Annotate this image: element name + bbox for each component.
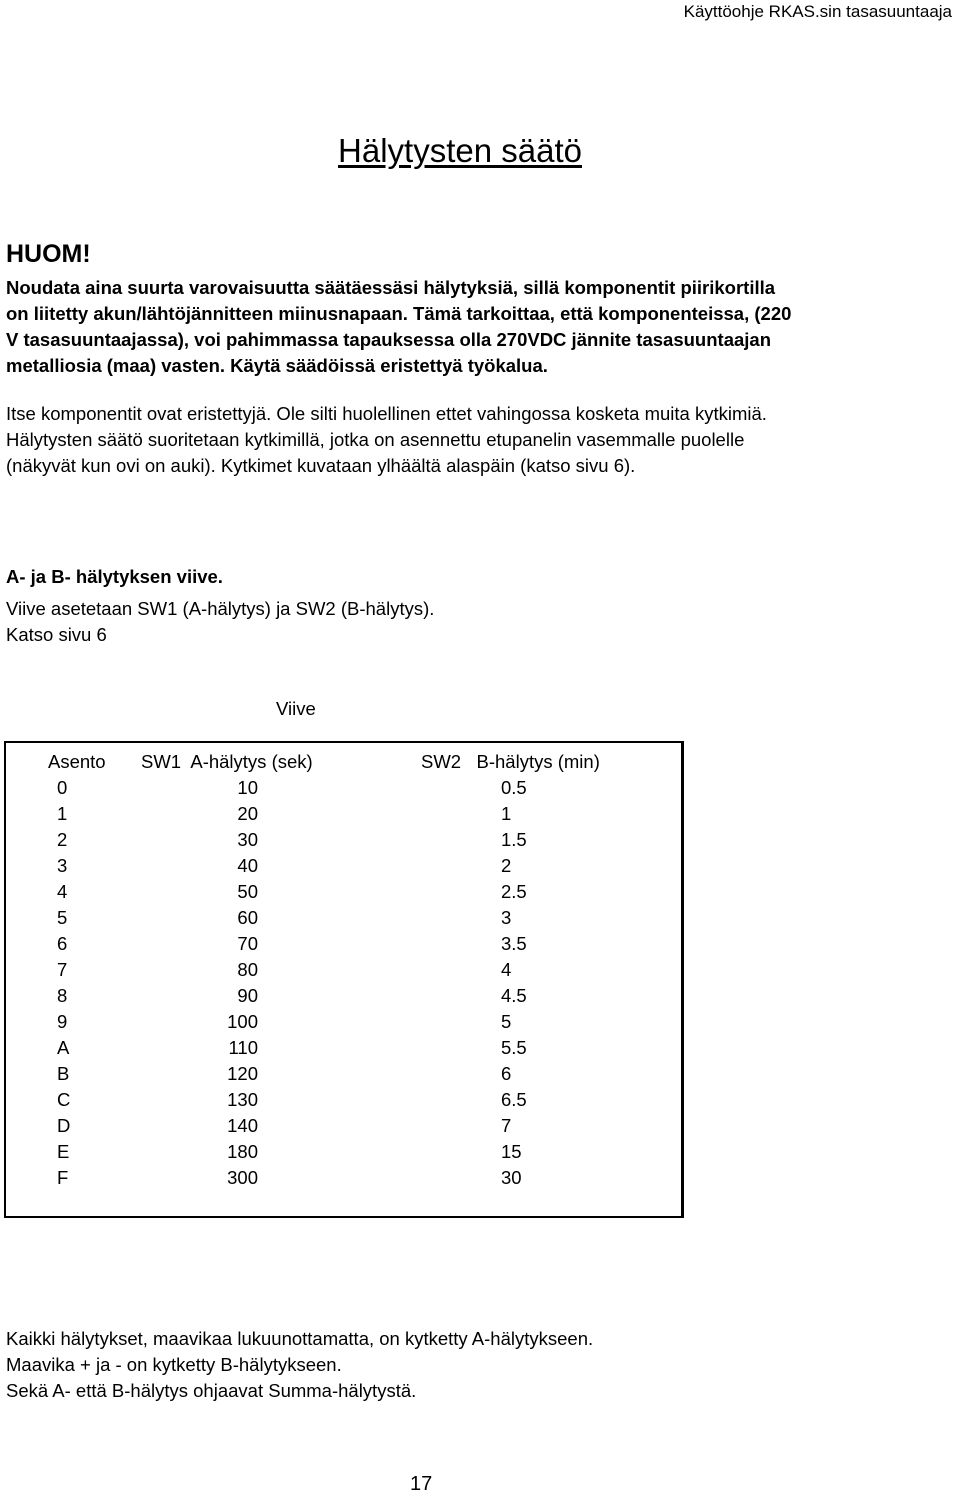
cell-position: 2 (57, 829, 68, 850)
cell-sw1-seconds: 140 (227, 1115, 258, 1136)
cell-sw2-minutes: 4 (501, 959, 512, 980)
section-line: Katso sivu 6 (6, 624, 107, 645)
cell-sw1-seconds: 30 (237, 829, 258, 850)
cell-sw1-seconds: 90 (237, 985, 258, 1006)
section-heading: A- ja B- hälytyksen viive. (6, 566, 223, 587)
footer-line: Sekä A- että B-hälytys ohjaavat Summa-hälytystä. (6, 1380, 417, 1401)
column-header-position: Asento (48, 751, 106, 772)
cell-position: 4 (57, 881, 68, 902)
cell-sw1-seconds: 50 (237, 881, 258, 902)
warning-line: Noudata aina suurta varovaisuutta säätäessäsi hälytyksiä, sillä komponentit piirikortilla (6, 277, 776, 298)
cell-sw2-minutes: 2 (501, 855, 512, 876)
cell-sw2-minutes: 4.5 (501, 985, 527, 1006)
cell-position: D (57, 1115, 71, 1136)
warning-heading: HUOM! (6, 240, 91, 268)
cell-sw1-seconds: 70 (237, 933, 258, 954)
cell-position: 6 (57, 933, 68, 954)
page-title: Hälytysten säätö (338, 132, 582, 169)
cell-sw2-minutes: 3 (501, 907, 512, 928)
cell-sw2-minutes: 6.5 (501, 1089, 527, 1110)
cell-sw2-minutes: 1 (501, 803, 512, 824)
paragraph-line: Hälytysten säätö suoritetaan kytkimillä, jotka on asennettu etupanelin vasemmalle puolelle (6, 429, 745, 450)
section-line: Viive asetetaan SW1 (A-hälytys) ja SW2 (B-hälytys). (6, 598, 435, 619)
warning-line: V tasasuuntaajassa), voi pahimmassa tapauksessa olla 270VDC jännite tasasuuntaajan (6, 329, 771, 350)
cell-sw1-seconds: 300 (227, 1167, 258, 1188)
section-text (6, 596, 434, 648)
delay-table (4, 741, 684, 1218)
cell-sw1-seconds: 80 (237, 959, 258, 980)
cell-sw2-minutes: 5 (501, 1011, 512, 1032)
cell-position: 3 (57, 855, 68, 876)
cell-position: 1 (57, 803, 68, 824)
column-header-sw1: SW1 A-hälytys (sek) (141, 751, 313, 772)
cell-position: 7 (57, 959, 68, 980)
cell-sw2-minutes: 7 (501, 1115, 512, 1136)
warning-line: metalliosia (maa) vasten. Käytä säädöissä eristettyä työkalua. (6, 355, 548, 376)
footer-line: Maavika + ja - on kytketty B-hälytykseen. (6, 1354, 342, 1375)
cell-sw2-minutes: 0.5 (501, 777, 527, 798)
paragraph-line: Itse komponentit ovat eristettyjä. Ole silti huolellinen ettet vahingossa kosketa muita kytkimiä. (6, 403, 767, 424)
cell-position: A (57, 1037, 70, 1058)
warning-text (6, 275, 791, 379)
cell-sw1-seconds: 130 (227, 1089, 258, 1110)
cell-sw1-seconds: 10 (237, 777, 258, 798)
document-header-note: Käyttöohje RKAS.sin tasasuuntaaja (683, 2, 952, 21)
cell-position: 9 (57, 1011, 68, 1032)
cell-sw1-seconds: 40 (237, 855, 258, 876)
paragraph-line: (näkyvät kun ovi on auki). Kytkimet kuvataan ylhäältä alaspäin (katso sivu 6). (6, 455, 636, 476)
cell-sw2-minutes: 3.5 (501, 933, 527, 954)
cell-sw1-seconds: 100 (227, 1011, 258, 1032)
cell-sw1-seconds: 60 (237, 907, 258, 928)
cell-sw1-seconds: 110 (228, 1037, 258, 1058)
cell-position: 0 (57, 777, 68, 798)
cell-sw2-minutes: 5.5 (501, 1037, 527, 1058)
cell-position: 8 (57, 985, 68, 1006)
warning-line: on liitetty akun/lähtöjännitteen miinusnapaan. Tämä tarkoittaa, että komponenteissa, (220 (6, 303, 792, 324)
table-caption: Viive (276, 698, 316, 719)
footer-notes (6, 1326, 593, 1404)
cell-sw2-minutes: 2.5 (501, 881, 527, 902)
column-header-sw2: SW2 B-hälytys (min) (421, 751, 600, 772)
cell-position: C (57, 1089, 71, 1110)
footer-line: Kaikki hälytykset, maavikaa lukuunottamatta, on kytketty A-hälytykseen. (6, 1328, 594, 1349)
cell-position: F (57, 1167, 69, 1188)
page-number: 17 (410, 1473, 433, 1495)
cell-sw1-seconds: 120 (227, 1063, 258, 1084)
cell-sw2-minutes: 6 (501, 1063, 512, 1084)
cell-sw2-minutes: 30 (501, 1167, 522, 1188)
cell-sw2-minutes: 1.5 (501, 829, 527, 850)
cell-position: 5 (57, 907, 68, 928)
cell-sw2-minutes: 15 (501, 1141, 522, 1162)
cell-sw1-seconds: 20 (237, 803, 258, 824)
cell-position: E (57, 1141, 70, 1162)
instructions-paragraph (6, 401, 767, 479)
cell-sw1-seconds: 180 (227, 1141, 258, 1162)
cell-position: B (57, 1063, 70, 1084)
